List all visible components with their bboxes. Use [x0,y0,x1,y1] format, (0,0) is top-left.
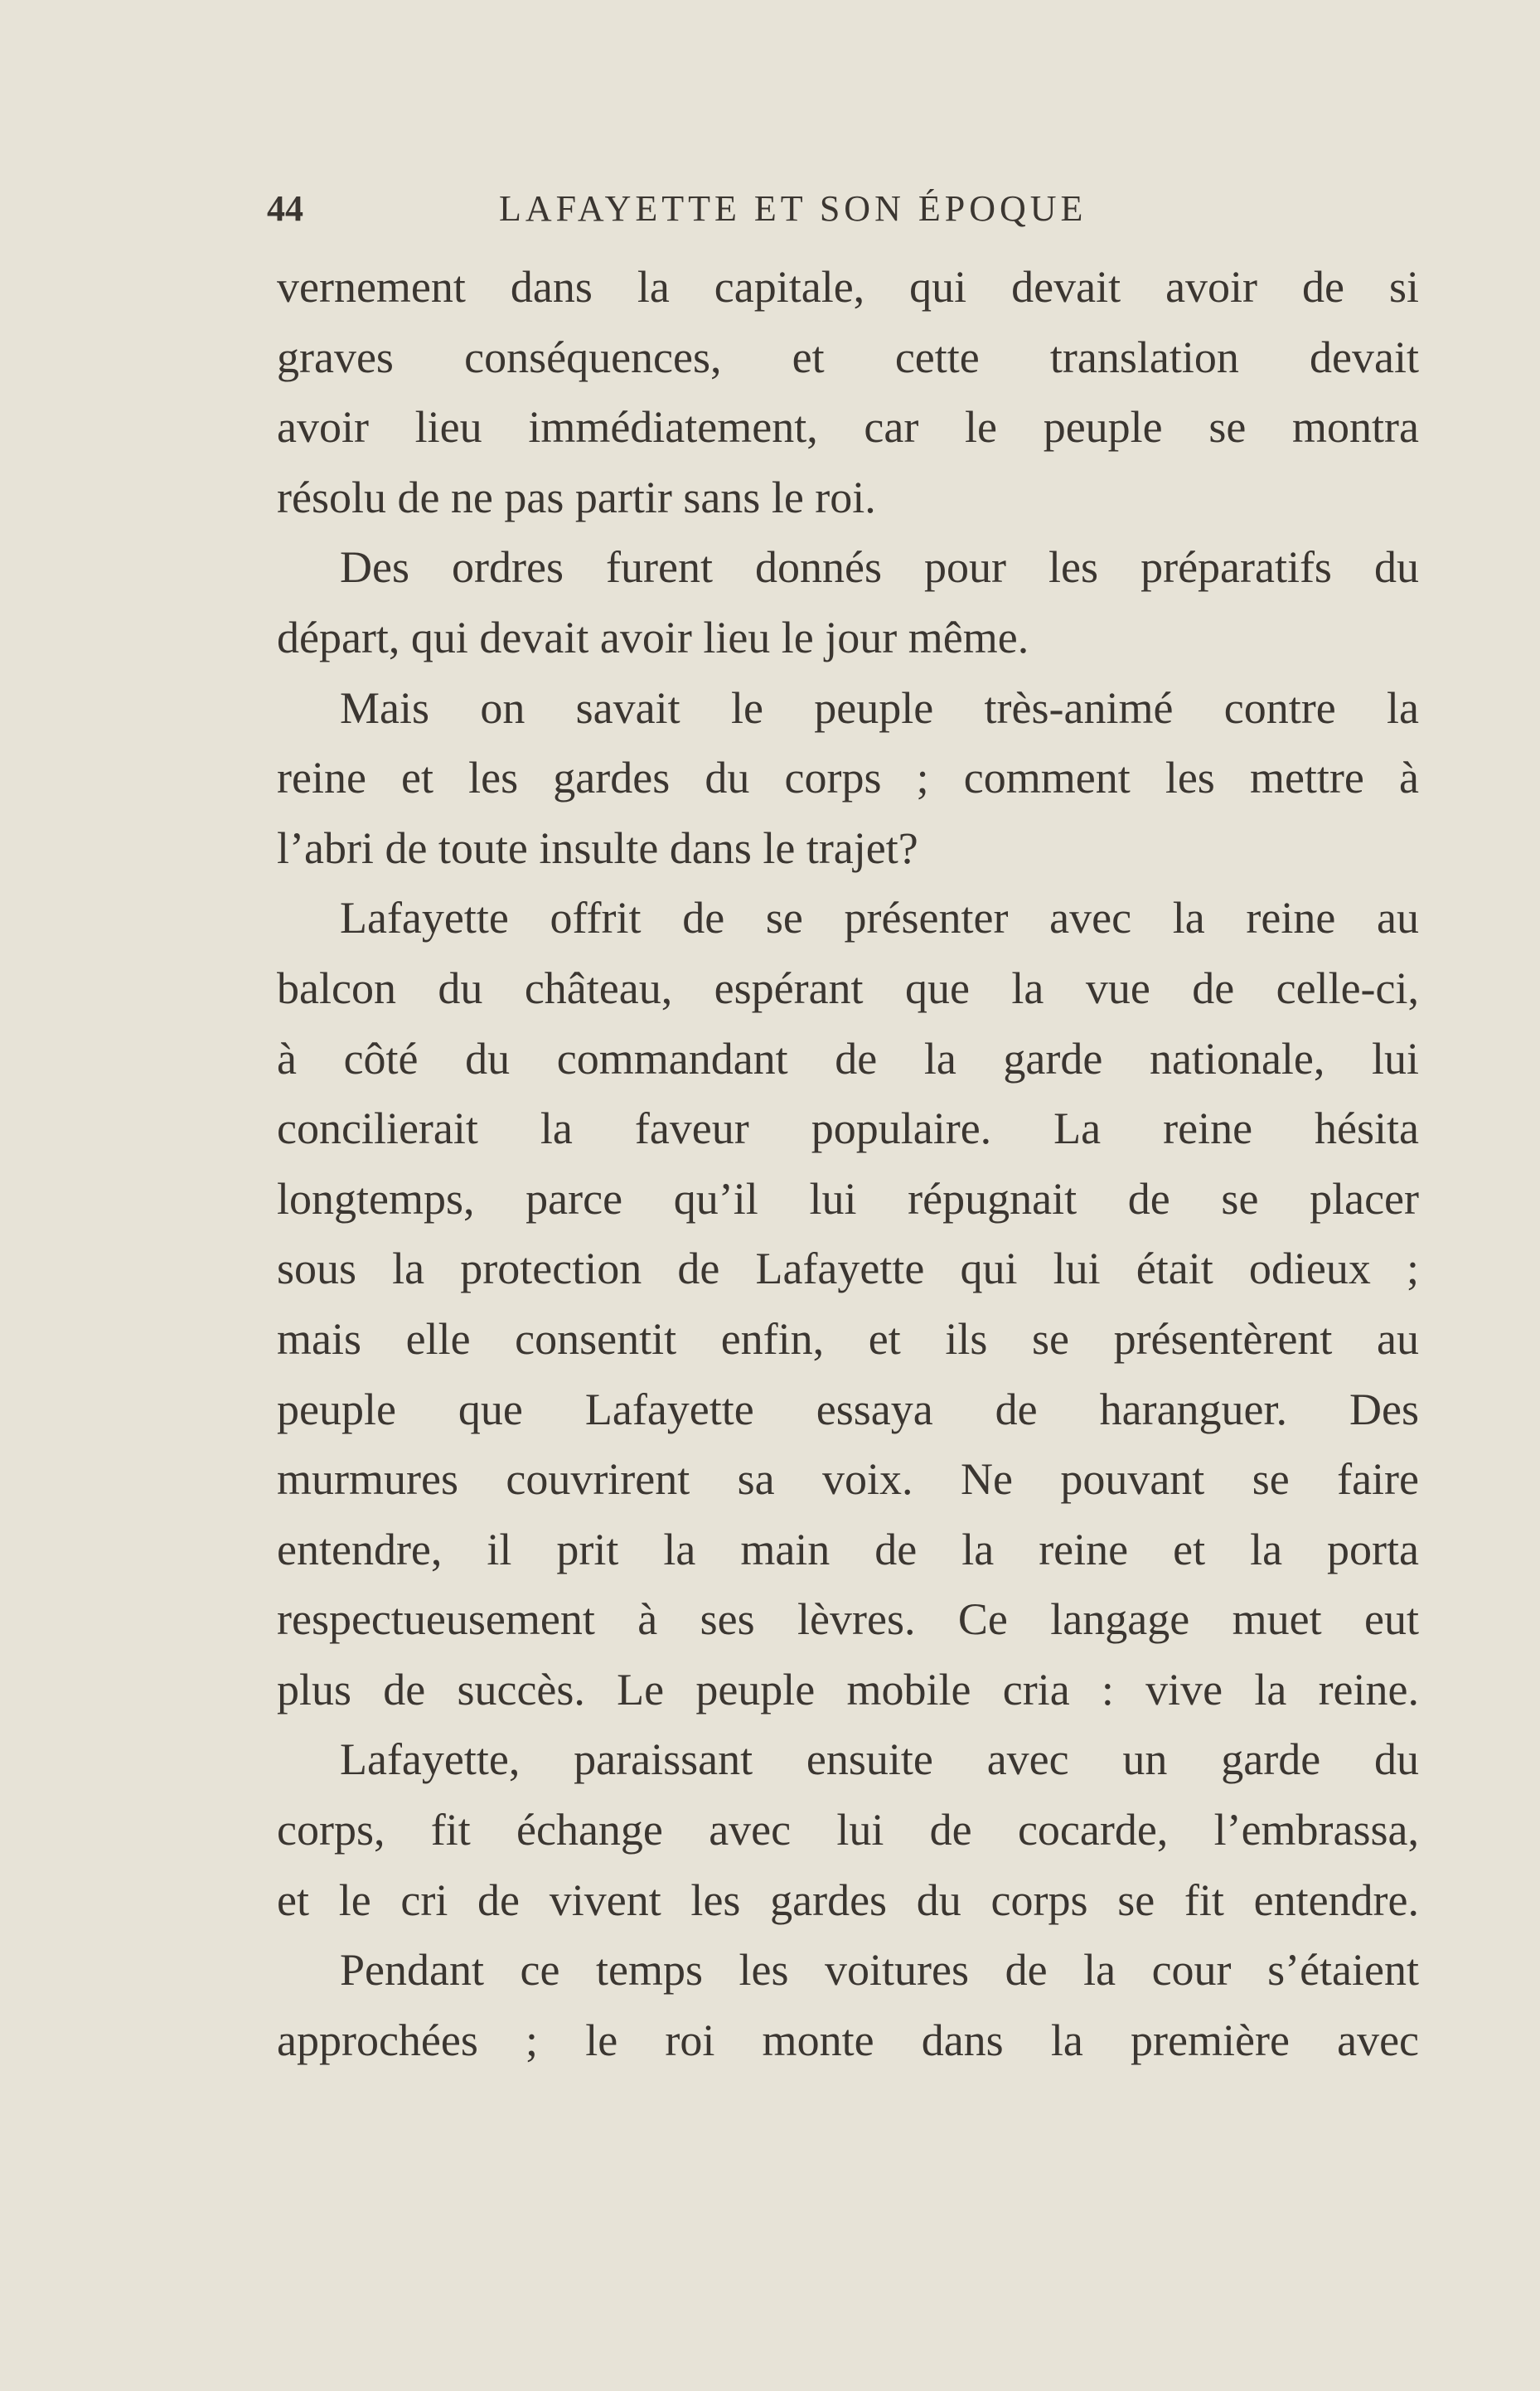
text-line: peuple que Lafayette essaya de haranguer. Des [277,1384,1419,1434]
text-line: respectueusement à ses lèvres. Ce langage muet eut [277,1594,1419,1645]
text-line: graves conséquences, et cette translation devait [277,332,1419,382]
text-line: balcon du château, espérant que la vue de celle-ci, [277,963,1419,1013]
text-line: et le cri de vivent les gardes du corps se fit entendre. [277,1874,1419,1925]
text-line: plus de succès. Le peuple mobile cria : vive la reine. [277,1664,1419,1714]
text-line: sous la protection de Lafayette qui lui était odieux ; [277,1244,1419,1294]
text-line: mais elle consentit enfin, et ils se présentèrent au [277,1313,1419,1364]
page-number: 44 [267,188,303,229]
text-line: concilierait la faveur populaire. La reine hésita [277,1103,1419,1154]
text-line: corps, fit échange avec lui de cocarde, l’embrassa, [277,1805,1419,1855]
text-line: murmures couvrirent sa voix. Ne pouvant se faire [277,1454,1419,1505]
text-line: longtemps, parce qu’il lui répugnait de se placer [277,1173,1419,1224]
text-line: entendre, il prit la main de la reine et la porta [277,1524,1419,1574]
text-line: résolu de ne pas partir sans le roi. [277,472,876,522]
text-line: l’abri de toute insulte dans le trajet? [277,822,918,873]
running-title: LAFAYETTE ET SON ÉPOQUE [499,188,1087,229]
text-line: reine et les gardes du corps ; comment les mettre à [277,753,1419,803]
text-line: approchées ; le roi monte dans la première avec [277,2015,1419,2065]
text-line: Lafayette offrit de se présenter avec la reine au [340,893,1419,943]
running-header [267,187,1187,240]
text-line: Lafayette, paraissant ensuite avec un garde du [340,1734,1419,1785]
text-line: Mais on savait le peuple très-animé contre la [340,682,1419,733]
body-text [277,252,1419,2075]
text-line: Des ordres furent donnés pour les préparatifs du [340,542,1419,593]
text-line: Pendant ce temps les voitures de la cour s’étaient [340,1945,1419,1996]
text-line: départ, qui devait avoir lieu le jour même. [277,612,1029,662]
text-line: vernement dans la capitale, qui devait avoir de si [277,262,1419,312]
text-line: avoir lieu immédiatement, car le peuple se montra [277,402,1419,453]
text-line: à côté du commandant de la garde nationale, lui [277,1033,1419,1084]
